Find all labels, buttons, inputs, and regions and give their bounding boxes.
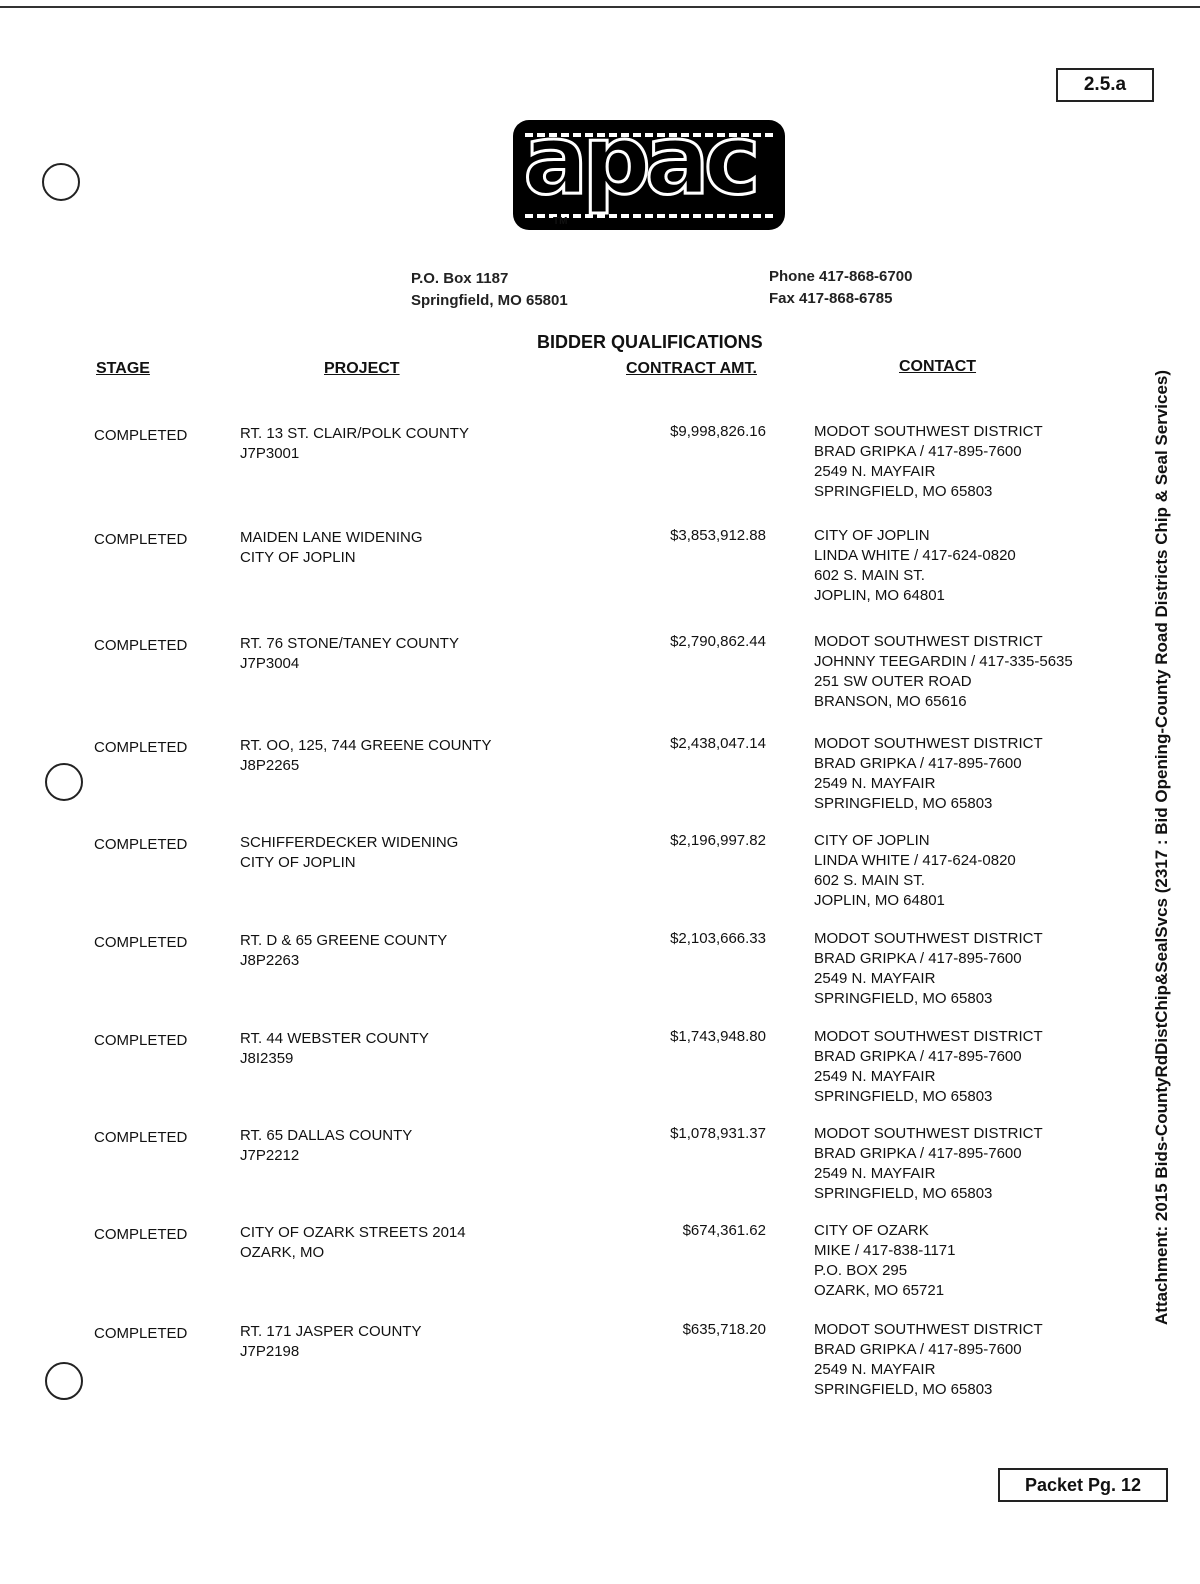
- project-line: RT. 44 WEBSTER COUNTY: [240, 1030, 429, 1047]
- project-line: J8P2265: [240, 757, 300, 774]
- project-line: OZARK, MO: [240, 1244, 325, 1261]
- row-stage: COMPLETED: [94, 1226, 188, 1243]
- company-contact-numbers: [769, 266, 912, 310]
- contact-line: CITY OF JOPLIN: [814, 527, 930, 544]
- contact-line: 2549 N. MAYFAIR: [814, 1361, 936, 1378]
- table-row: [0, 422, 1110, 518]
- project-line: J7P2212: [240, 1147, 300, 1164]
- row-stage: COMPLETED: [94, 1032, 188, 1049]
- contact-line: MODOT SOUTHWEST DISTRICT: [814, 1125, 1043, 1142]
- row-stage: COMPLETED: [94, 739, 188, 756]
- row-contact: [814, 1320, 1043, 1400]
- contact-line: MODOT SOUTHWEST DISTRICT: [814, 1028, 1043, 1045]
- ref-tag: 2.5.a: [1056, 68, 1154, 102]
- column-header-project: PROJECT: [324, 360, 400, 377]
- table-row: [0, 831, 1110, 927]
- row-contact: [814, 526, 1016, 606]
- row-contract-amount: $2,438,047.14: [670, 735, 766, 752]
- row-contact: [814, 422, 1043, 502]
- table-row: [0, 632, 1110, 728]
- table-row: [0, 1221, 1110, 1317]
- row-stage: COMPLETED: [94, 1129, 188, 1146]
- row-contract-amount: $2,790,862.44: [670, 633, 766, 650]
- row-project: [240, 528, 423, 568]
- project-line: SCHIFFERDECKER WIDENING: [240, 834, 459, 851]
- packet-page-label: Packet Pg. 12: [998, 1468, 1168, 1502]
- project-line: CITY OF JOPLIN: [240, 854, 356, 871]
- column-header-contract-amount: CONTRACT AMT.: [626, 360, 757, 377]
- row-project: [240, 1029, 429, 1069]
- fax-number: Fax 417-868-6785: [769, 290, 893, 307]
- contact-line: MODOT SOUTHWEST DISTRICT: [814, 930, 1043, 947]
- row-contract-amount: $1,078,931.37: [670, 1125, 766, 1142]
- row-contract-amount: $674,361.62: [682, 1222, 766, 1239]
- contact-line: SPRINGFIELD, MO 65803: [814, 1088, 993, 1105]
- contact-line: BRANSON, MO 65616: [814, 693, 967, 710]
- contact-line: MIKE / 417-838-1171: [814, 1242, 956, 1259]
- row-contact: [814, 1027, 1043, 1107]
- row-contract-amount: $3,853,912.88: [670, 527, 766, 544]
- row-project: [240, 833, 458, 873]
- contact-line: MODOT SOUTHWEST DISTRICT: [814, 1321, 1043, 1338]
- attachment-side-label: Attachment: 2015 Bids-CountyRdDistChip&SealSvcs (2317 : Bid Opening-County Road Districts Chip & Seal Services): [1152, 369, 1171, 1325]
- contact-line: JOPLIN, MO 64801: [814, 892, 945, 909]
- row-contract-amount: $2,103,666.33: [670, 930, 766, 947]
- table-row: [0, 1124, 1110, 1220]
- contact-line: CITY OF JOPLIN: [814, 832, 930, 849]
- contact-line: CITY OF OZARK: [814, 1222, 929, 1239]
- table-row: [0, 526, 1110, 622]
- contact-line: SPRINGFIELD, MO 65803: [814, 990, 993, 1007]
- project-line: J7P3001: [240, 445, 300, 462]
- project-line: RT. 13 ST. CLAIR/POLK COUNTY: [240, 425, 469, 442]
- contact-line: P.O. BOX 295: [814, 1262, 908, 1279]
- company-mailing-address: [411, 268, 568, 312]
- row-contact: [814, 734, 1043, 814]
- project-line: RT. D & 65 GREENE COUNTY: [240, 932, 448, 949]
- contact-line: 2549 N. MAYFAIR: [814, 463, 936, 480]
- project-line: RT. 171 JASPER COUNTY: [240, 1323, 422, 1340]
- contact-line: SPRINGFIELD, MO 65803: [814, 483, 993, 500]
- contact-line: MODOT SOUTHWEST DISTRICT: [814, 423, 1043, 440]
- project-line: J7P3004: [240, 655, 300, 672]
- row-project: [240, 931, 447, 971]
- contact-line: OZARK, MO 65721: [814, 1282, 945, 1299]
- contact-line: 251 SW OUTER ROAD: [814, 673, 972, 690]
- project-line: MAIDEN LANE WIDENING: [240, 529, 423, 546]
- row-stage: COMPLETED: [94, 1325, 188, 1342]
- row-project: [240, 1322, 421, 1362]
- table-row: [0, 734, 1110, 830]
- contact-line: 2549 N. MAYFAIR: [814, 1068, 936, 1085]
- contact-line: SPRINGFIELD, MO 65803: [814, 1381, 993, 1398]
- contact-line: BRAD GRIPKA / 417-895-7600: [814, 1341, 1022, 1358]
- contact-line: JOHNNY TEEGARDIN / 417-335-5635: [814, 653, 1073, 670]
- row-project: [240, 634, 459, 674]
- city-state-zip: Springfield, MO 65801: [411, 292, 568, 309]
- contact-line: SPRINGFIELD, MO 65803: [814, 1185, 993, 1202]
- project-line: J8P2263: [240, 952, 300, 969]
- row-project: [240, 424, 469, 464]
- row-project: [240, 1223, 466, 1263]
- row-contact: [814, 632, 1073, 712]
- row-contact: [814, 831, 1016, 911]
- phone-number: Phone 417-868-6700: [769, 268, 913, 285]
- column-header-contact: CONTACT: [899, 358, 977, 375]
- project-line: CITY OF OZARK STREETS 2014: [240, 1224, 466, 1241]
- contact-line: BRAD GRIPKA / 417-895-7600: [814, 950, 1022, 967]
- logo-trademark: TM: [553, 216, 568, 227]
- row-contract-amount: $2,196,997.82: [670, 832, 766, 849]
- contact-line: BRAD GRIPKA / 417-895-7600: [814, 755, 1022, 772]
- row-contract-amount: $1,743,948.80: [670, 1028, 766, 1045]
- row-contact: [814, 1221, 955, 1301]
- row-stage: COMPLETED: [94, 934, 188, 951]
- contact-line: 602 S. MAIN ST.: [814, 872, 925, 889]
- contact-line: JOPLIN, MO 64801: [814, 587, 945, 604]
- row-contract-amount: $635,718.20: [682, 1321, 766, 1338]
- project-line: RT. 65 DALLAS COUNTY: [240, 1127, 413, 1144]
- row-project: [240, 1126, 412, 1166]
- logo-text: apac: [523, 104, 755, 216]
- page-top-border: [0, 6, 1200, 8]
- contact-line: BRAD GRIPKA / 417-895-7600: [814, 1145, 1022, 1162]
- project-line: J7P2198: [240, 1343, 300, 1360]
- binder-hole-icon: [42, 163, 80, 201]
- contact-line: SPRINGFIELD, MO 65803: [814, 795, 993, 812]
- contact-line: MODOT SOUTHWEST DISTRICT: [814, 735, 1043, 752]
- contact-line: BRAD GRIPKA / 417-895-7600: [814, 443, 1022, 460]
- apac-logo: [513, 104, 791, 236]
- document-title: BIDDER QUALIFICATIONS: [537, 332, 763, 352]
- row-stage: COMPLETED: [94, 531, 188, 548]
- contact-line: BRAD GRIPKA / 417-895-7600: [814, 1048, 1022, 1065]
- row-stage: COMPLETED: [94, 836, 188, 853]
- contact-line: LINDA WHITE / 417-624-0820: [814, 547, 1016, 564]
- contact-line: 602 S. MAIN ST.: [814, 567, 925, 584]
- row-contract-amount: $9,998,826.16: [670, 423, 766, 440]
- contact-line: MODOT SOUTHWEST DISTRICT: [814, 633, 1043, 650]
- row-contact: [814, 929, 1043, 1009]
- contact-line: LINDA WHITE / 417-624-0820: [814, 852, 1016, 869]
- contact-line: 2549 N. MAYFAIR: [814, 1165, 936, 1182]
- po-box: P.O. Box 1187: [411, 270, 509, 287]
- row-stage: COMPLETED: [94, 427, 188, 444]
- project-line: RT. 76 STONE/TANEY COUNTY: [240, 635, 459, 652]
- table-row: [0, 1027, 1110, 1123]
- row-stage: COMPLETED: [94, 637, 188, 654]
- table-row: [0, 929, 1110, 1025]
- project-line: RT. OO, 125, 744 GREENE COUNTY: [240, 737, 492, 754]
- table-row: [0, 1320, 1110, 1416]
- project-line: J8I2359: [240, 1050, 294, 1067]
- row-contact: [814, 1124, 1043, 1204]
- column-header-stage: STAGE: [96, 360, 150, 377]
- row-project: [240, 736, 491, 776]
- project-line: CITY OF JOPLIN: [240, 549, 356, 566]
- contact-line: 2549 N. MAYFAIR: [814, 775, 936, 792]
- contact-line: 2549 N. MAYFAIR: [814, 970, 936, 987]
